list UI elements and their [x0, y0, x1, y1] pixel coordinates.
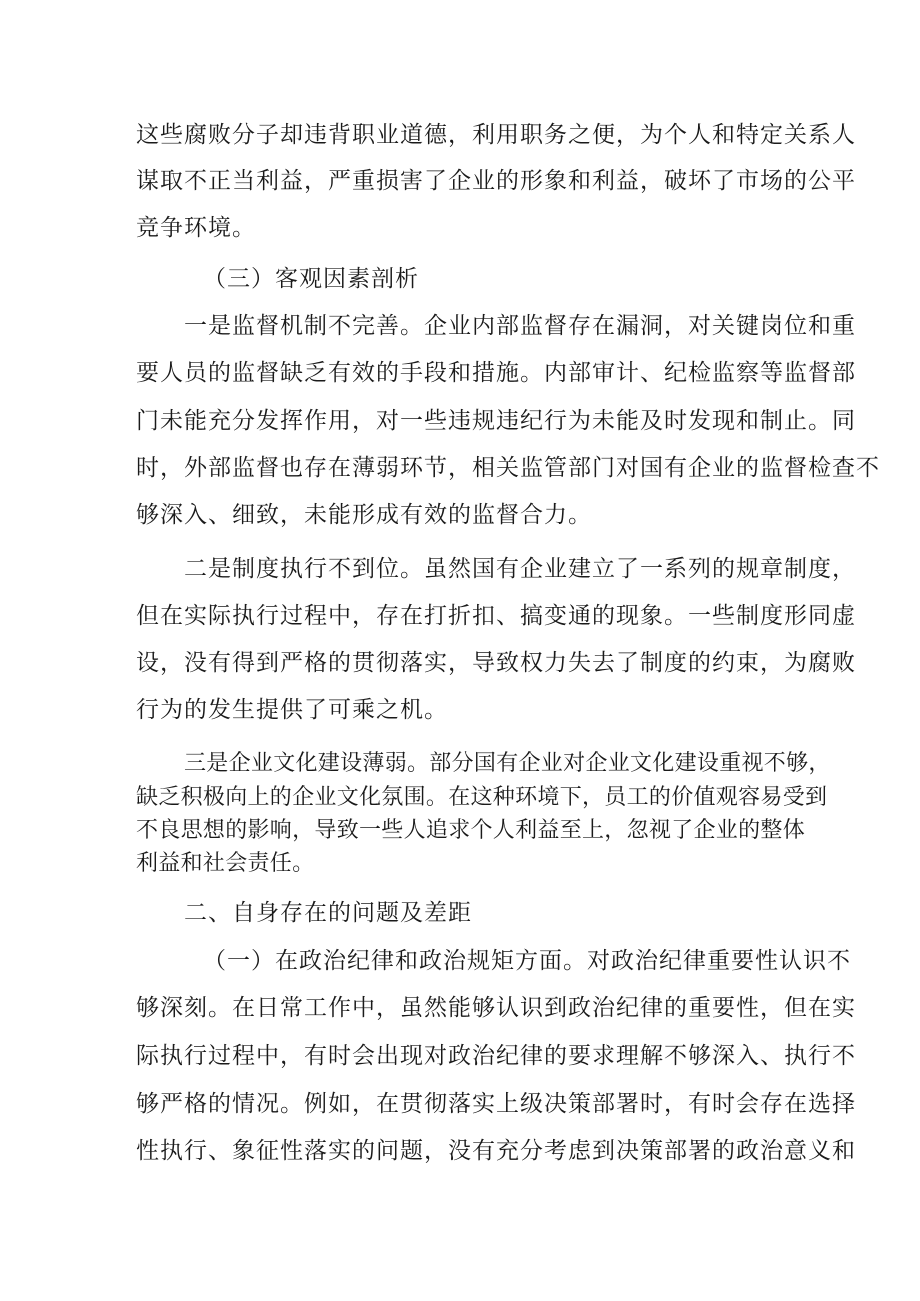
paragraph-line: 竞争环境。: [136, 215, 256, 241]
paragraph-line: 够深刻。在日常工作中，虽然能够认识到政治纪律的重要性，但在实: [136, 995, 856, 1021]
paragraph-line: 设，没有得到严格的贯彻落实，导致权力失去了制度的约束，为腐败: [136, 650, 856, 676]
paragraph-line: 但在实际执行过程中，存在打折扣、搞变通的现象。一些制度形同虚: [136, 603, 856, 629]
paragraph-line: 时，外部监督也存在薄弱环节，相关监管部门对国有企业的监督检查不: [136, 455, 880, 481]
paragraph-line: 要人员的监督缺乏有效的手段和措施。内部审计、纪检监察等监督部: [136, 360, 856, 386]
paragraph-line: 一是监督机制不完善。企业内部监督存在漏洞，对关键岗位和重: [184, 313, 856, 339]
section-heading: （三）客观因素剖析: [203, 266, 419, 292]
paragraph-line: 不良思想的影响，导致一些人追求个人利益至上，忽视了企业的整体: [136, 818, 806, 843]
paragraph-line: 够严格的情况。例如，在贯彻落实上级决策部署时，有时会存在选择: [136, 1091, 856, 1117]
paragraph-line: 三是企业文化建设薄弱。部分国有企业对企业文化建设重视不够，: [184, 751, 831, 776]
paragraph-line: 性执行、象征性落实的问题，没有充分考虑到决策部署的政治意义和: [136, 1138, 856, 1164]
paragraph-line: 门未能充分发挥作用，对一些违规违纪行为未能及时发现和制止。同: [136, 408, 856, 434]
paragraph-line: 际执行过程中，有时会出现对政治纪律的要求理解不够深入、执行不: [136, 1043, 856, 1069]
paragraph-line: （一）在政治纪律和政治规矩方面。对政治纪律重要性认识不: [203, 948, 851, 974]
section-heading: 二、自身存在的问题及差距: [184, 900, 472, 926]
paragraph-line: 够深入、细致，未能形成有效的监督合力。: [136, 502, 592, 528]
paragraph-line: 谋取不正当利益，严重损害了企业的形象和利益，破坏了市场的公平: [136, 168, 856, 194]
paragraph-line: 这些腐败分子却违背职业道德，利用职务之便，为个人和特定关系人: [136, 122, 856, 148]
paragraph-line: 二是制度执行不到位。虽然国有企业建立了一系列的规章制度，: [184, 556, 856, 582]
paragraph-line: 缺乏积极向上的企业文化氛围。在这种环境下，员工的价值观容易受到: [136, 785, 828, 810]
paragraph-line: 行为的发生提供了可乘之机。: [136, 697, 448, 723]
paragraph-line: 利益和社会责任。: [136, 851, 315, 876]
